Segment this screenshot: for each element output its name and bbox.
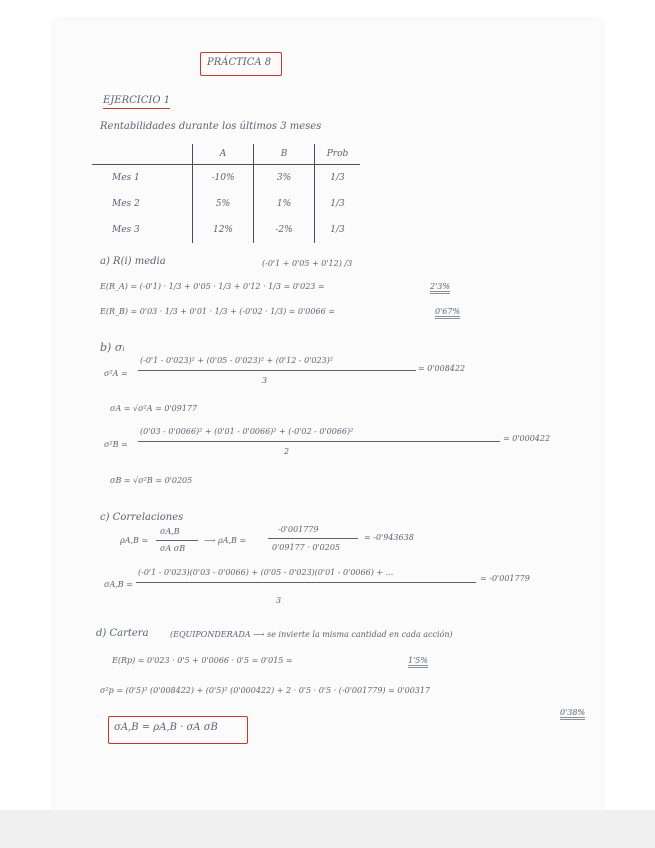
variance-a-denominator: 3: [262, 376, 268, 385]
table-header: A: [193, 144, 254, 165]
portfolio-variance: σ²p = (0'5)² (0'008422) + (0'5)² (0'000422) + 2 · 0'5 · 0'5 · (-0'001779) = 0'00317: [100, 686, 431, 695]
rho-denominator: σA σB: [160, 544, 186, 553]
variance-b-fraction-line: [138, 441, 500, 442]
covariance-denominator: 3: [276, 596, 282, 605]
part-a-label: a) R(i) media: [100, 256, 166, 267]
table-cell: 1/3: [315, 191, 361, 217]
covariance-lhs: σA,B =: [104, 580, 133, 589]
portfolio-sd-result: 0'38%: [560, 708, 585, 720]
part-a-note: (-0'1 + 0'05 + 0'12) /3: [262, 259, 353, 268]
part-b-label: b) σᵢ: [100, 341, 125, 354]
variance-a-result: = 0'008422: [418, 364, 466, 373]
table-cell: -10%: [193, 165, 254, 192]
covariance-fraction-line: [136, 582, 476, 583]
rho-fraction-line: [156, 540, 198, 541]
table-header: B: [254, 144, 315, 165]
part-a-line1: E(R_A) = (-0'1) · 1/3 + 0'05 · 1/3 + 0'12 · 1/3 = 0'023 =: [100, 282, 325, 291]
part-a-line2: E(R_B) = 0'03 · 1/3 + 0'01 · 1/3 + (-0'02 · 1/3) = 0'0066 =: [100, 307, 335, 316]
table-cell: 1/3: [315, 217, 361, 243]
scan-bottom-band: [0, 810, 655, 848]
boxed-formula: σA,B = ρA,B · σA σB: [114, 722, 218, 733]
table-cell: 3%: [254, 165, 315, 192]
covariance-result: = -0'001779: [480, 574, 530, 583]
table-cell: Mes 2: [112, 199, 140, 209]
table-cell: Mes 3: [112, 225, 140, 235]
rho-value-fraction-line: [268, 538, 358, 539]
table-header-row: [92, 144, 360, 165]
table-row: [92, 191, 360, 217]
variance-a-fraction-line: [138, 370, 416, 371]
table-cell: 1/3: [315, 165, 361, 192]
rho-value-numerator: -0'001779: [278, 525, 319, 534]
covariance-numerator: (-0'1 - 0'023)(0'03 - 0'0066) + (0'05 - 0'023)(0'01 - 0'0066) + ...: [138, 568, 394, 577]
std-dev-a: σA = √σ²A = 0'09177: [110, 404, 198, 413]
table-cell: 5%: [193, 191, 254, 217]
intro-text: Rentabilidades durante los últimos 3 meses: [100, 121, 322, 132]
part-a-result1: 2'3%: [430, 282, 450, 294]
part-d-label: d) Cartera: [96, 628, 149, 639]
part-c-label: c) Correlaciones: [100, 512, 184, 523]
variance-b-lhs: σ²B =: [104, 440, 128, 449]
portfolio-return: E(Rp) = 0'023 · 0'5 + 0'0066 · 0'5 = 0'015 =: [112, 656, 293, 665]
part-d-note: (EQUIPONDERADA ⟶ se invierte la misma cantidad en cada acción): [170, 630, 453, 639]
page-title: PRÁCTICA 8: [207, 57, 272, 68]
rho-value-denominator: 0'09177 · 0'0205: [272, 543, 341, 552]
table-cell: 12%: [193, 217, 254, 243]
rho-arrow: ⟶ ρA,B =: [204, 536, 247, 545]
variance-b-numerator: (0'03 - 0'0066)² + (0'01 - 0'0066)² + (-0'02 - 0'0066)²: [140, 427, 354, 436]
table-header: Prob: [315, 144, 361, 165]
rho-lhs: ρA,B =: [120, 536, 149, 545]
part-a-result2: 0'67%: [435, 307, 460, 319]
table-row: [92, 217, 360, 243]
table-header: [92, 144, 193, 165]
variance-a-lhs: σ²A =: [104, 369, 128, 378]
variance-b-denominator: 2: [284, 447, 290, 456]
std-dev-b: σB = √σ²B = 0'0205: [110, 476, 193, 485]
table-cell: Mes 1: [112, 173, 140, 183]
rho-numerator: σA,B: [160, 527, 180, 536]
rho-result: = -0'943638: [364, 533, 414, 542]
variance-b-result: = 0'000422: [503, 434, 551, 443]
portfolio-return-result: 1'5%: [408, 656, 428, 668]
table-cell: -2%: [254, 217, 315, 243]
variance-a-numerator: (-0'1 - 0'023)² + (0'05 - 0'023)² + (0'12 - 0'023)²: [140, 356, 333, 365]
exercise-heading: EJERCICIO 1: [103, 95, 170, 109]
table-cell: 1%: [254, 191, 315, 217]
table-row: [92, 165, 360, 192]
returns-table: [92, 144, 360, 243]
